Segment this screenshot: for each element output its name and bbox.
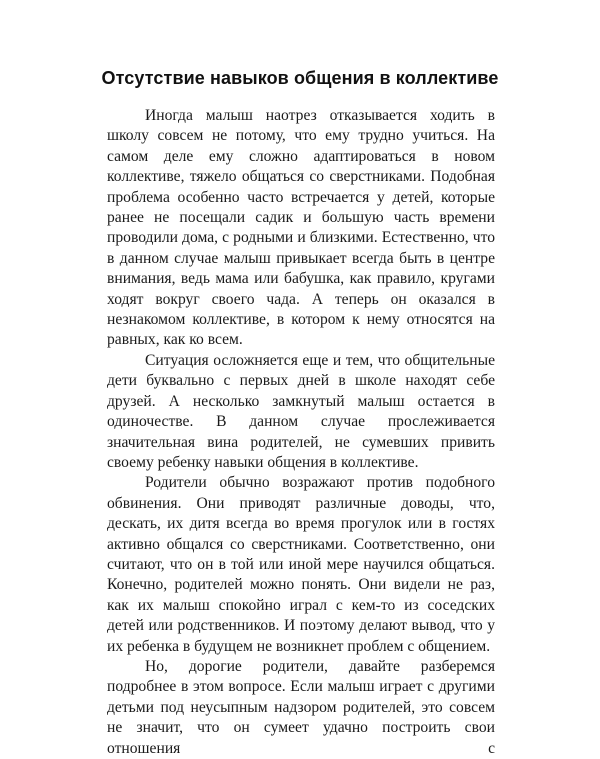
paragraph-1: Иногда малыш наотрез отказывается ходить в школу совсем не потому, что ему трудно учиться. На самом деле ему сложно адаптироваться в новом коллективе, тяжело общаться со сверстниками. Подобная проблема особенно часто встречается у детей, которые ранее не посещали садик и большую часть времени проводили дома, с родными и близкими. Естественно, что в данном случае малыш привыкает всегда быть в центре внимания, ведь мама или бабушка, как правило, кругами ходят вокруг своего чада. А теперь он оказался в незнакомом коллективе, в котором к нему относятся на равных, как ко всем.	[107, 107, 495, 349]
body-text	[107, 106, 495, 759]
page-title: Отсутствие навыков общения в коллективе	[101, 68, 499, 88]
paragraph-4: Но, дорогие родители, давайте разберемся подробнее в этом вопросе. Если малыш играет с другими детьми под неусыпным надзором родителей, это совсем не значит, что он сумеет удачно построить свои отношения с	[107, 657, 495, 757]
paragraph-3: Родители обычно возражают против подобного обвинения. Они приводят различные доводы, что, дескать, их дитя всегда во время прогулок или в гостях активно общался со сверстниками. Соответственно, они считают, что он в той или иной мере научился общаться. Конечно, родителей можно понять. Они видели не раз, как их малыш спокойно играл с кем-то из соседских детей или родственников. И поэтому делают вывод, что у их ребенка в будущем не возникнет проблем с общением.	[107, 474, 495, 655]
paragraph-2: Ситуация осложняется еще и тем, что общительные дети буквально с первых дней в школе находят себе друзей. А несколько замкнутый малыш остается в одиночестве. В данном случае прослеживается значительная вина родителей, не сумевших привить своему ребенку навыки общения в коллективе.	[107, 351, 495, 471]
